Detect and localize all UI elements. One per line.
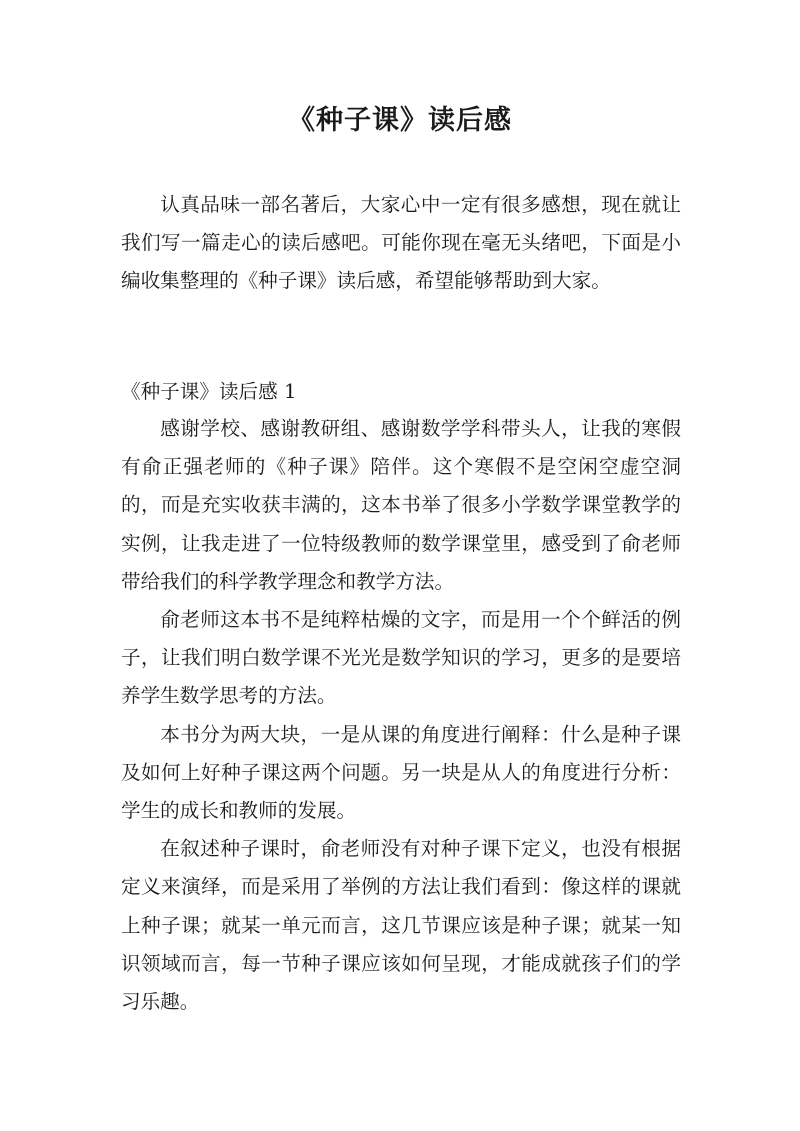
body-section xyxy=(121,410,681,1021)
intro-paragraph: 认真品味一部名著后，大家心中一定有很多感想，现在就让我们写一篇走心的读后感吧。可能你现在毫无头绪吧，下面是小编收集整理的《种子课》读后感，希望能够帮助到大家。 xyxy=(121,193,681,293)
document-title: 《种子课》读后感 xyxy=(288,105,512,136)
body-paragraph-1: 感谢学校、感谢教研组、感谢数学学科带头人，让我的寒假有俞正强老师的《种子课》陪伴。这个寒假不是空闲空虚空洞的，而是充实收获丰满的，这本书举了很多小学数学课堂教学的实例，让我走进了一位特级教师的数学课堂里，感受到了俞老师带给我们的科学教学理念和教学方法。 xyxy=(121,417,681,593)
section-heading: 《种子课》读后感 1 xyxy=(121,380,297,403)
body-paragraph-2: 俞老师这本书不是纯粹枯燥的文字，而是用一个个鲜活的例子，让我们明白数学课不光光是数学知识的学习，更多的是要培养学生数学思考的方法。 xyxy=(121,608,681,708)
body-paragraph-4: 在叙述种子课时，俞老师没有对种子课下定义，也没有根据定义来演绎，而是采用了举例的方法让我们看到：像这样的课就上种子课；就某一单元而言，这几节课应该是种子课；就某一知识领域而言，每一节种子课应该如何呈现，才能成就孩子们的学习乐趣。 xyxy=(121,837,681,1014)
body-paragraph-3: 本书分为两大块，一是从课的角度进行阐释：什么是种子课及如何上好种子课这两个问题。另一块是从人的角度进行分析：学生的成长和教师的发展。 xyxy=(121,722,681,823)
intro-section xyxy=(121,186,681,301)
